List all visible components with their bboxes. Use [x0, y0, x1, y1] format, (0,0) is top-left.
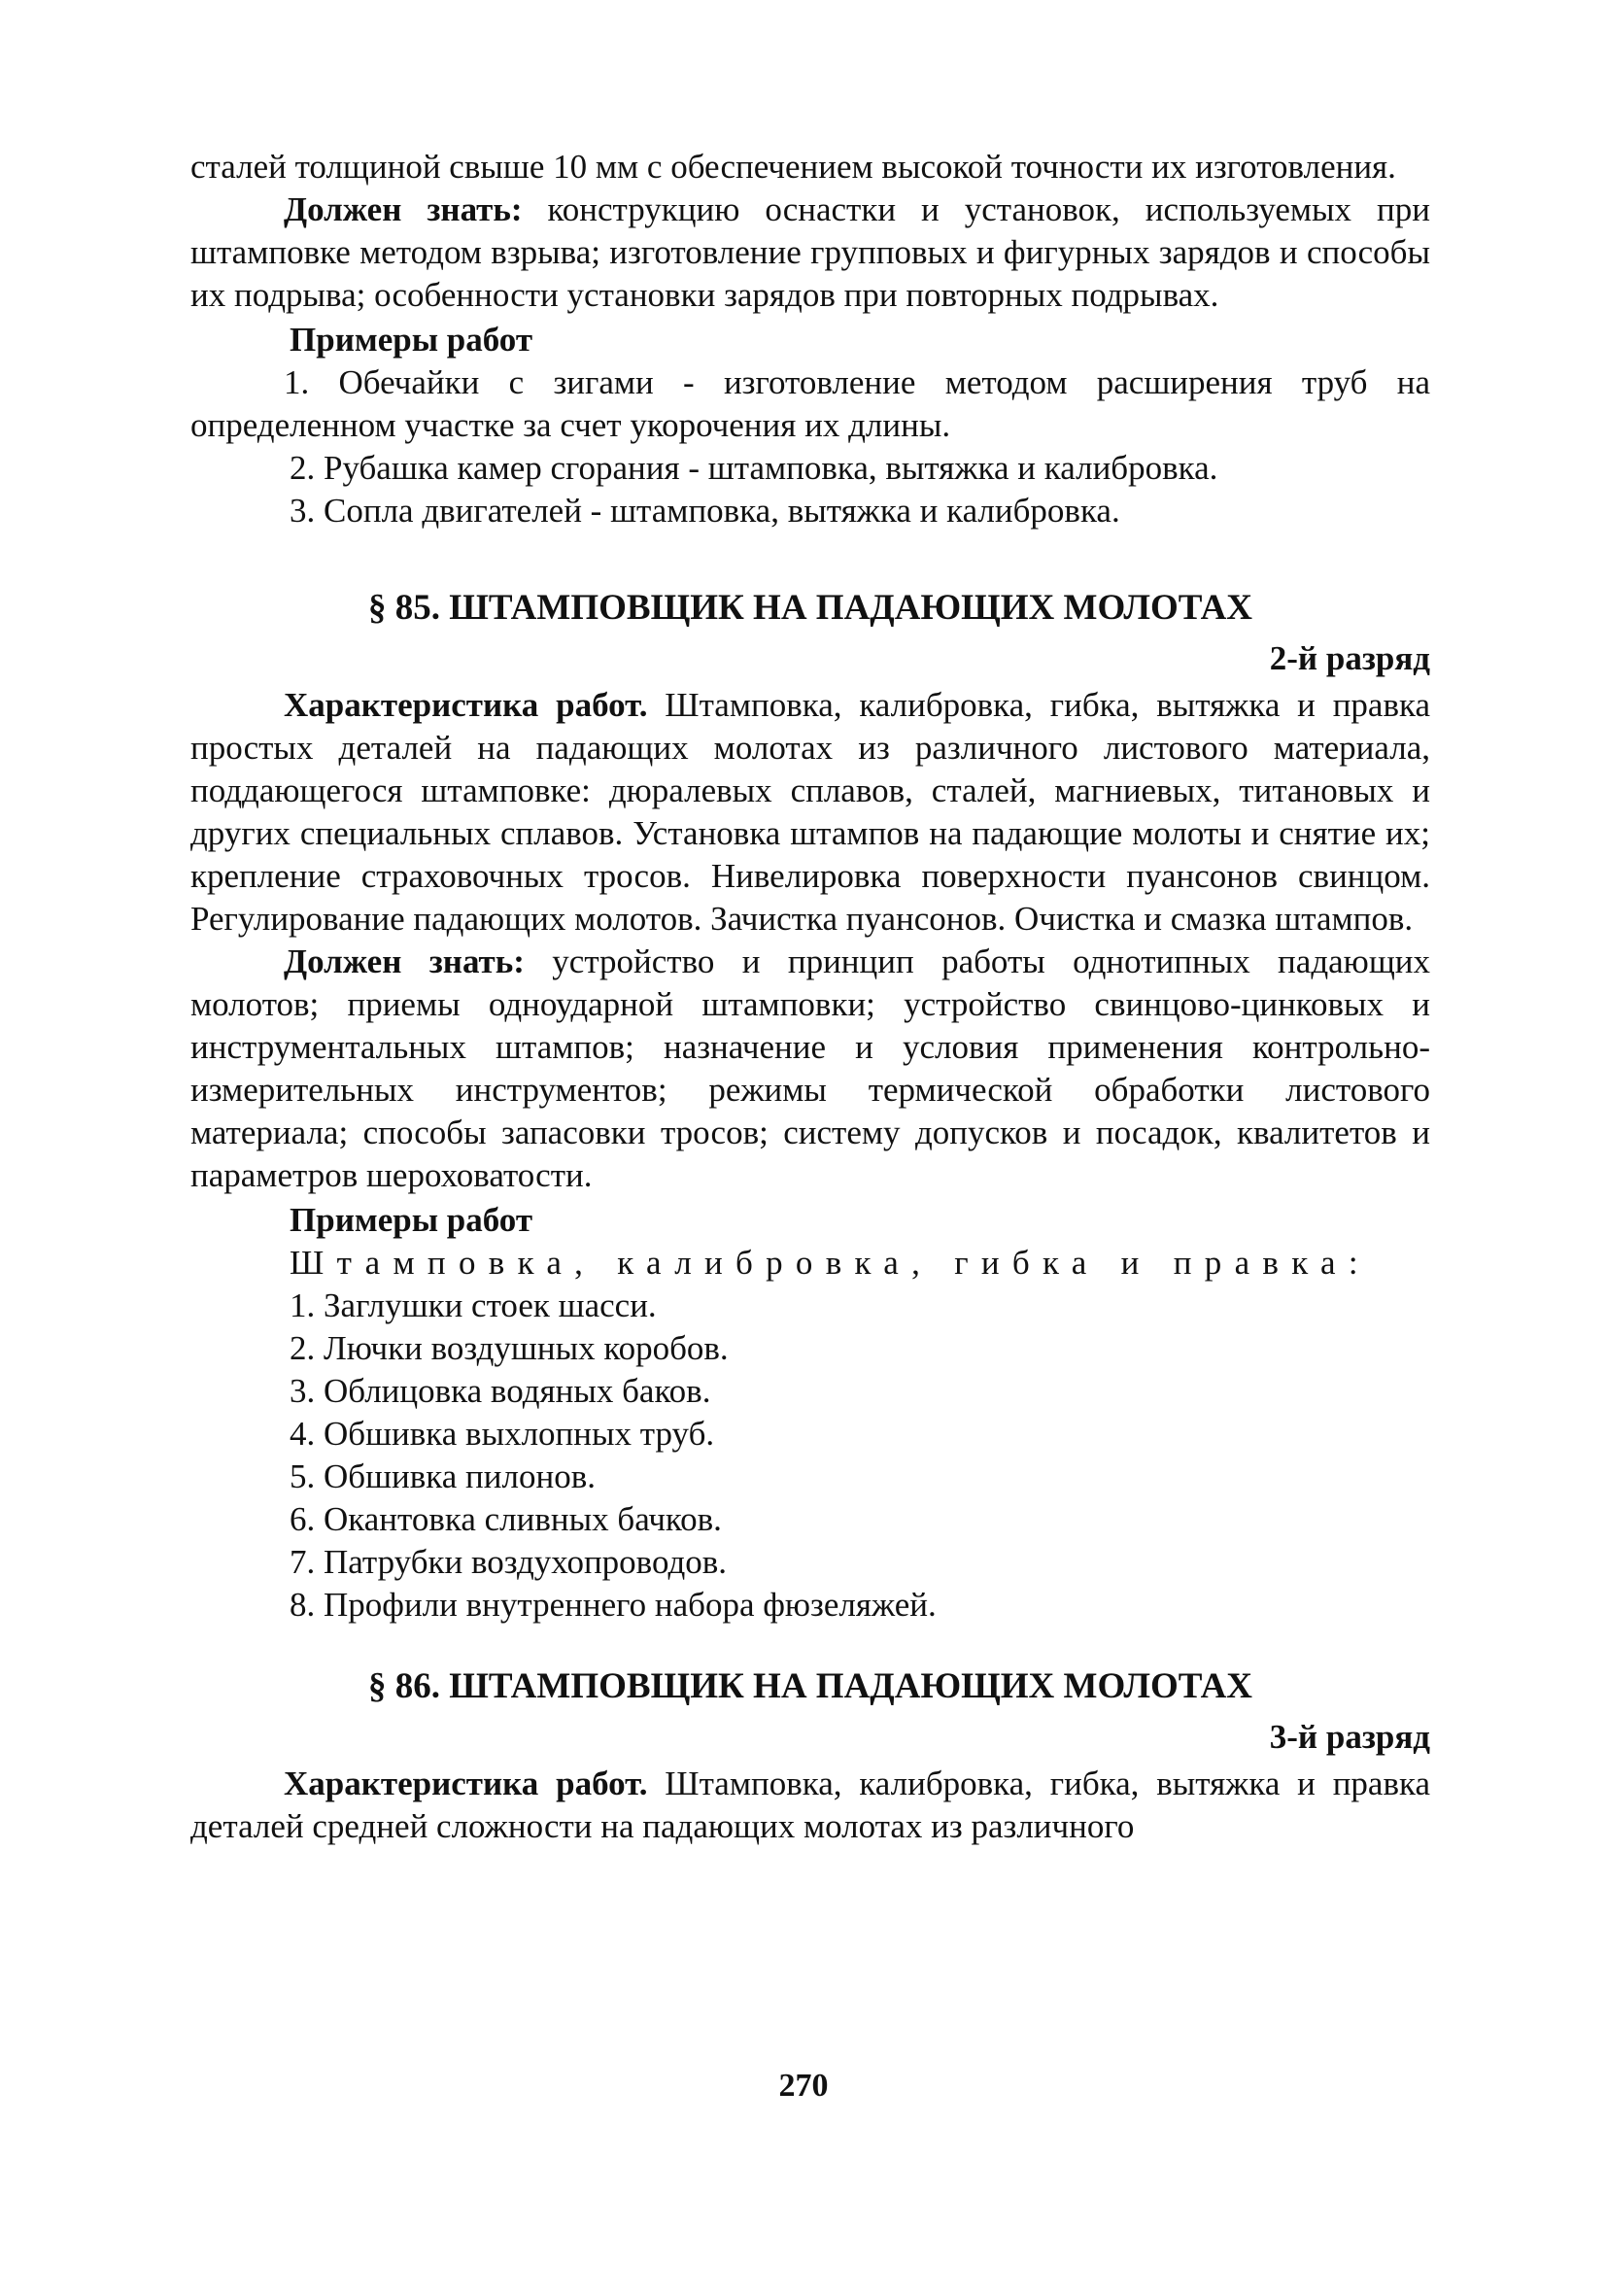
examples-heading: Примеры работ — [290, 1201, 533, 1239]
section-86-characteristic — [190, 1763, 1430, 1848]
knowledge-text: конструкцию оснастки и установок, используемых при штамповке методом взрыва; изготовление групповых и фигурных зарядов и способы их подрыва; особенности установки зарядов при повторных подрывах. — [190, 190, 1430, 314]
list-item: 3. Сопла двигателей - штамповка, вытяжка и калибровка. — [290, 492, 1120, 530]
section-85-grade: 2-й разряд — [1269, 639, 1430, 677]
list-item: 1. Заглушки стоек шасси. — [290, 1286, 657, 1324]
list-item: 5. Обшивка пилонов. — [290, 1457, 596, 1495]
section-85-title: § 85. ШТАМПОВЩИК НА ПАДАЮЩИХ МОЛОТАХ — [367, 588, 1253, 628]
characteristic-text: Штамповка, калибровка, гибка, вытяжка и правка деталей средней сложности на падающих молотах из различного — [190, 1765, 1431, 1845]
list-item: 4. Обшивка выхлопных труб. — [290, 1415, 715, 1453]
examples-heading: Примеры работ — [290, 321, 533, 359]
list-item: 3. Облицовка водяных баков. — [290, 1372, 711, 1410]
list-item: 7. Патрубки воздухопроводов. — [290, 1543, 728, 1581]
examples-intro: Штамповка, калибровка, гибка и правка: — [290, 1244, 1371, 1282]
characteristic-label: Характеристика работ. — [284, 686, 648, 724]
section-85-knowledge — [190, 941, 1430, 1197]
characteristic-label: Характеристика работ. — [284, 1765, 648, 1802]
knowledge-label: Должен знать: — [284, 942, 525, 980]
document-page — [190, 146, 1430, 1848]
section-86-grade: 3-й разряд — [1269, 1718, 1430, 1756]
list-item: 2. Рубашка камер сгорания - штамповка, вытяжка и калибровка. — [290, 449, 1218, 487]
list-item: 1. Обечайки с зигами - изготовление методом расширения труб на определенном участке за счет укорочения их длины. — [190, 363, 1430, 444]
list-item: 6. Окантовка сливных бачков. — [290, 1500, 722, 1538]
top-paragraph: сталей толщиной свыше 10 мм с обеспечением высокой точности их изготовления. — [190, 148, 1396, 186]
top-knowledge-paragraph — [190, 188, 1430, 317]
page-number: 270 — [778, 2068, 829, 2104]
list-item: 2. Лючки воздушных коробов. — [290, 1329, 729, 1367]
knowledge-label: Должен знать: — [284, 190, 523, 228]
section-85-characteristic — [190, 684, 1430, 941]
characteristic-text: Штамповка, калибровка, гибка, вытяжка и правка простых деталей на падающих молотах из различного листового материала, поддающегося штамповке: дюралевых сплавов, сталей, магниевых, титановых и других специальных сплавов. Установка штампов на падающие молоты и снятие их; крепление страховочных тросов. Нивелировка поверхности пуансонов свинцом. Регулирование падающих молотов. Зачистка пуансонов. Очистка и смазка штампов. — [190, 686, 1431, 938]
knowledge-text: устройство и принцип работы однотипных падающих молотов; приемы одноударной штамповки; устройство свинцово-цинковых и инструментальных штампов; назначение и условия применения контрольно-измерительных инструментов; режимы термической обработки листового материала; способы запасовки тросов; систему допусков и посадок, квалитетов и параметров шероховатости. — [190, 942, 1430, 1194]
section-86-title: § 86. ШТАМПОВЩИК НА ПАДАЮЩИХ МОЛОТАХ — [367, 1666, 1253, 1706]
list-item: 8. Профили внутреннего набора фюзеляжей. — [290, 1586, 937, 1624]
